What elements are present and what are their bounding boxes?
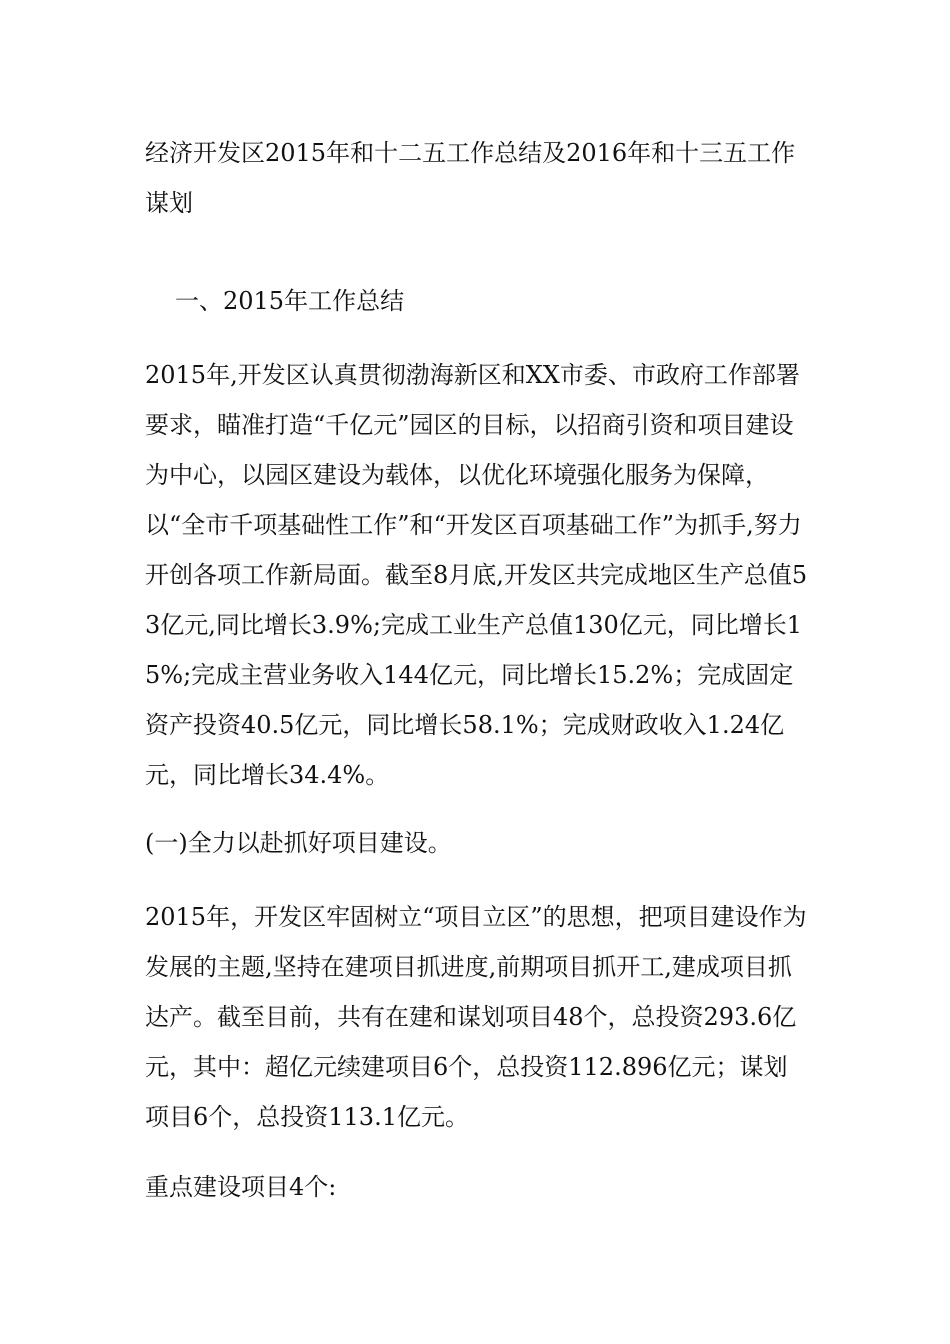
document-title: 经济开发区2015年和十二五工作总结及2016年和十三五工作谋划 bbox=[145, 139, 796, 217]
paragraph-summary: 2015年,开发区认真贯彻渤海新区和XX市委、市政府工作部署要求，瞄准打造“千亿元”园区的目标，以招商引资和项目建设为中心，以园区建设为载体，以优化环境强化服务为保障，以“全市千项基础性工作”和“开发区百项基础工作”为抓手,努力开创各项工作新局面。截至8月底,开发区共完成地区生产总值53亿元,同比增长3.9%;完成工业生产总值130亿元，同比增长15%;完成主营业务收入144亿元，同比增长15.2%；完成固定资产投资40.5亿元，同比增长58.1%；完成财政收入1.24亿元，同比增长34.4%。 bbox=[145, 361, 808, 789]
subheading-project-construction: (一)全力以赴抓好项目建设。 bbox=[145, 829, 452, 857]
paragraph-projects: 2015年，开发区牢固树立“项目立区”的思想，把项目建设作为发展的主题,坚持在建项目抓进度,前期项目抓开工,建成项目抓达产。截至目前，共有在建和谋划项目48个，总投资293.6亿元，其中：超亿元续建项目6个，总投资112.896亿元；谋划项目6个，总投资113.1亿元。 bbox=[145, 903, 807, 1131]
section-heading: 一、2015年工作总结 bbox=[175, 287, 405, 315]
paragraph-key-projects: 重点建设项目4个: bbox=[145, 1173, 337, 1201]
